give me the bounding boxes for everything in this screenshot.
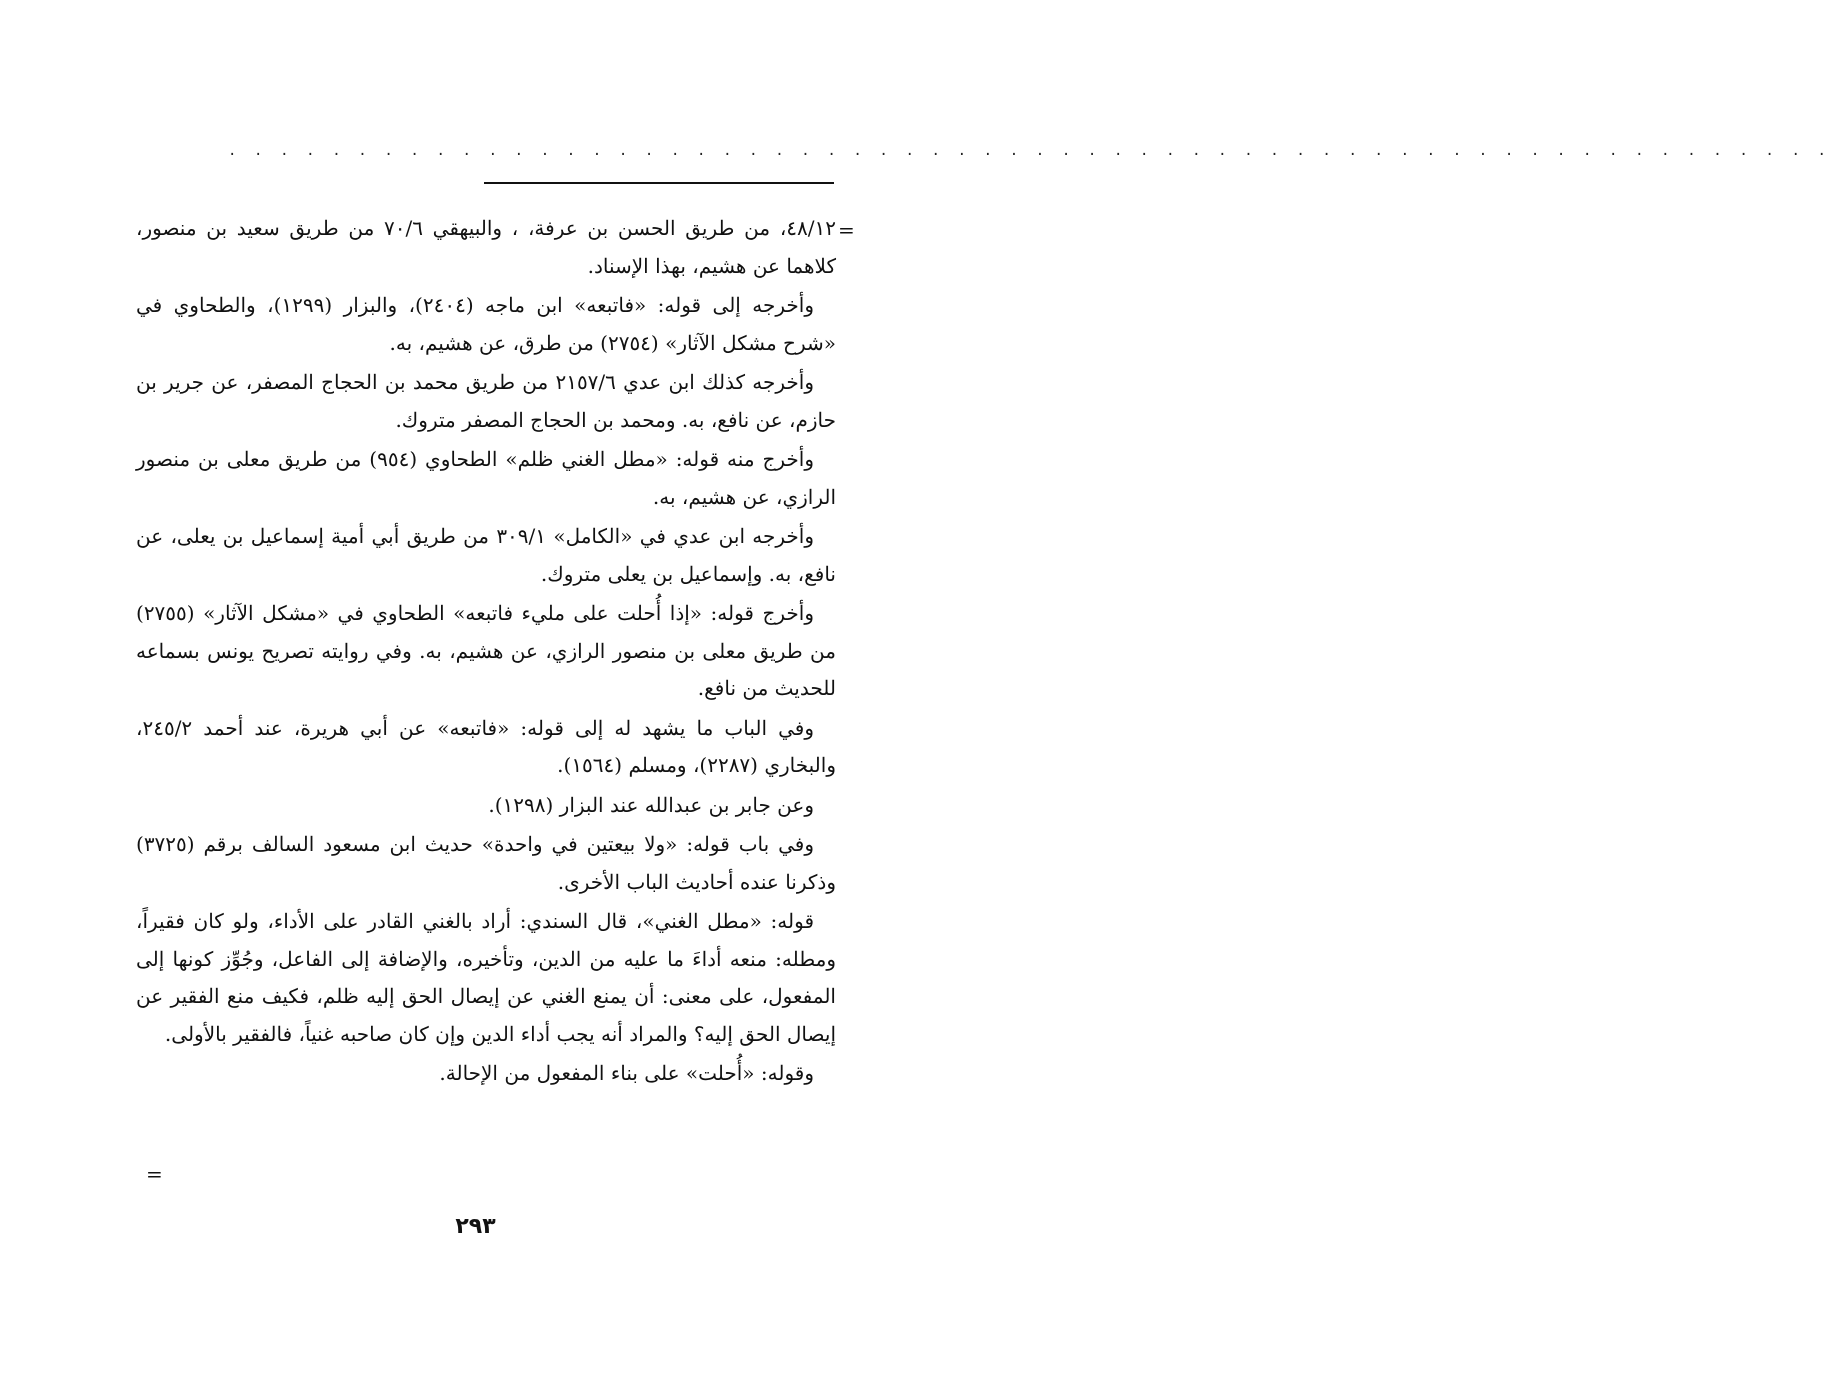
footnote-paragraph: وأخرجه كذلك ابن عدي ٢١٥٧/٦ من طريق محمد بن الحجاج المصفر، عن جرير بن حازم، عن نافع، به. ومحمد بن الحجاج المصفر متروك. xyxy=(136,370,836,432)
footnote-paragraph: وأخرجه ابن عدي في «الكامل» ٣٠٩/١ من طريق أبي أمية إسماعيل بن يعلى، عن نافع، به. وإسماعيل بن يعلى متروك. xyxy=(136,524,836,586)
page-number: ٢٩٣ xyxy=(455,1214,496,1239)
footnote-paragraph: وأخرج قوله: «إذا أُحلت على مليء فاتبعه» الطحاوي في «مشكل الآثار» (٢٧٥٥) من طريق معلى بن منصور الرازي، عن هشيم، به. وفي روايته تصريح يونس بسماعه للحديث من نافع. xyxy=(136,601,836,700)
footnote-paragraph: وفي الباب ما يشهد له إلى قوله: «فاتبعه» عن أبي هريرة، عند أحمد ٢٤٥/٢، والبخاري (٢٢٨٧)، ومسلم (١٥٦٤). xyxy=(136,715,836,777)
footnote-paragraph: وقوله: «أُحلت» على بناء المفعول من الإحالة. xyxy=(439,1061,814,1085)
continuation-mark: = xyxy=(838,218,855,242)
next-page-mark: = xyxy=(146,1162,163,1186)
footnote-paragraph: وعن جابر بن عبدالله عند البزار (١٢٩٨). xyxy=(488,792,814,817)
footnote-paragraph: وفي باب قوله: «ولا بيعتين في واحدة» حديث ابن مسعود السالف برقم (٣٧٢٥) وذكرنا عنده أحاديث الباب الأخرى. xyxy=(136,832,836,894)
header-dotted-line: . . . . . . . . . . . . . . . . . . . . . . . . . . . . . . . . . . . . . . . . . . . . . . . . . . . . . . . . . . . . . . xyxy=(228,143,1831,159)
footnote-paragraph: قوله: «مطل الغني»، قال السندي: أراد بالغني القادر على الأداء، ولو كان فقيراً، ومطله: منعه أداءَ ما عليه من الدين، وتأخيره، والإضافة إلى الفاعل، وجُوِّز كونها إلى المفعول، على معنى: أن يمنع الغني عن إيصال الحق إليه ظلم، فكيف منع الفقير عن إيصال الحق إليه؟ والمراد أنه يجب أداء الدين وإن كان صاحبه غنياً، فالفقير بالأولى. xyxy=(136,909,836,1046)
footnote-paragraph: وأخرجه إلى قوله: «فاتبعه» ابن ماجه (٢٤٠٤)، والبزار (١٢٩٩)، والطحاوي في «شرح مشكل الآثار» (٢٧٥٤) من طرق، عن هشيم، به. xyxy=(136,293,836,355)
footnote-paragraph: ٤٨/١٢، من طريق الحسن بن عرفة، ، والبيهقي ٧٠/٦ من طريق سعيد بن منصور، كلاهما عن هشيم، بهذا الإسناد. xyxy=(136,216,836,278)
footnote-paragraph: وأخرج منه قوله: «مطل الغني ظلم» الطحاوي (٩٥٤) من طريق معلى بن منصور الرازي، عن هشيم، به. xyxy=(136,447,836,509)
footnote-block xyxy=(136,210,836,1095)
footnote-separator-rule xyxy=(484,182,834,184)
